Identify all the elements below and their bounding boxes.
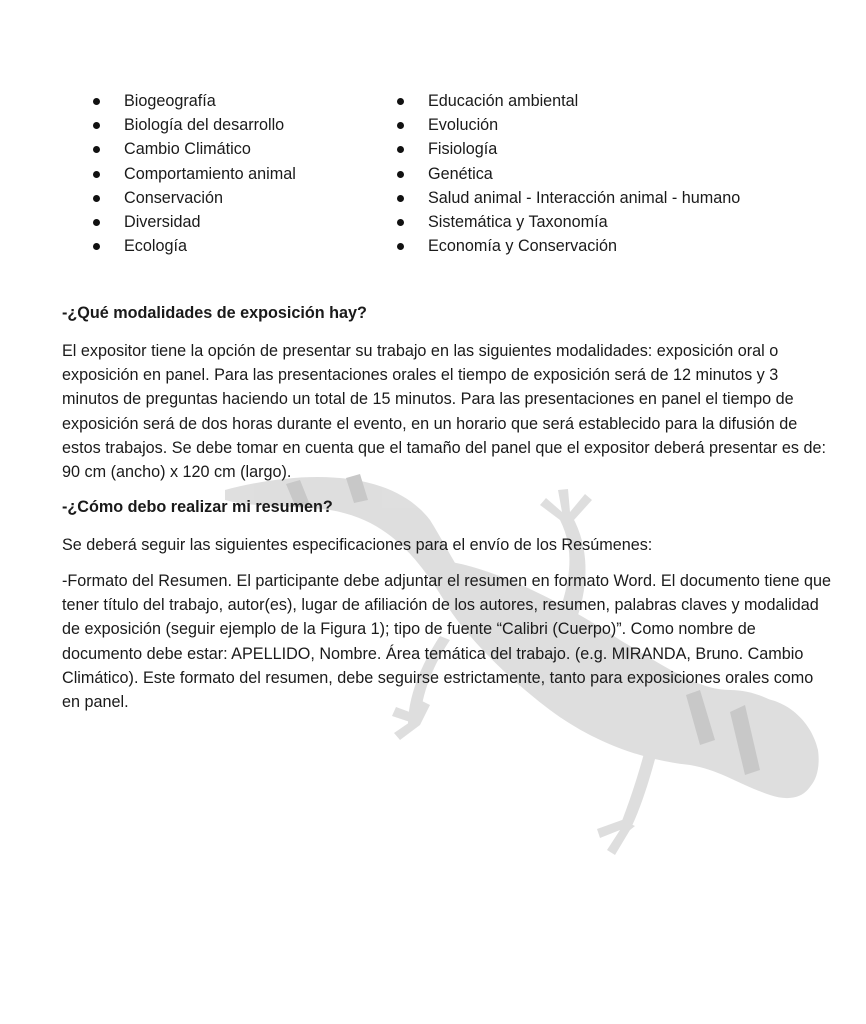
bullet-icon (397, 243, 404, 250)
bullet-icon (397, 122, 404, 129)
list-item: Comportamiento animal (93, 162, 383, 186)
list-item: Economía y Conservación (397, 234, 827, 258)
list-item: Conservación (93, 186, 383, 210)
bullet-icon (397, 146, 404, 153)
bullet-icon (397, 195, 404, 202)
section-heading-modalities: -¿Qué modalidades de exposición hay? (62, 304, 367, 322)
list-item: Fisiología (397, 137, 827, 161)
bullet-icon (397, 219, 404, 226)
paragraph-summary-intro: Se deberá seguir las siguientes especificaciones para el envío de los Resúmenes: (62, 536, 653, 554)
bullet-icon (93, 195, 100, 202)
bullet-icon (93, 146, 100, 153)
list-item: Biología del desarrollo (93, 113, 383, 137)
bullet-icon (93, 243, 100, 250)
list-item: Diversidad (93, 210, 383, 234)
section-heading-summary: -¿Cómo debo realizar mi resumen? (62, 498, 333, 516)
list-item: Educación ambiental (397, 89, 827, 113)
topic-list-right (397, 89, 827, 258)
bullet-icon (397, 171, 404, 178)
list-item: Evolución (397, 113, 827, 137)
list-item: Cambio Climático (93, 137, 383, 161)
list-item: Sistemática y Taxonomía (397, 210, 827, 234)
list-item: Salud animal - Interacción animal - humano (397, 186, 827, 210)
paragraph-modalities: El expositor tiene la opción de presentar su trabajo en las siguientes modalidades: exposición oral o exposición en panel. Para las presentaciones orales el tiempo de exposición será de 12 minutos y 3 minutos de preguntas haciendo un total de 15 minutos. Para las presentaciones en panel el tiempo de exposición será de dos horas durante el evento, en un horario que será establecido para la difusión de estos trabajos. Se debe tomar en cuenta que el tamaño del panel que el expositor deberá presentar es de: 90 cm (ancho) x 120 cm (largo). (62, 342, 827, 482)
paragraph-summary-format: -Formato del Resumen. El participante debe adjuntar el resumen en formato Word. El documento tiene que tener título del trabajo, autor(es), lugar de afiliación de los autores, resumen, palabras claves y modalidad de exposición (seguir ejemplo de la Figura 1); tipo de fuente “Calibri (Cuerpo)”. Como nombre de documento debe estar: APELLIDO, Nombre. Área temática del trabajo. (e.g. MIRANDA, Bruno. Cambio Climático). Este formato del resumen, debe seguirse estrictamente, tanto para exposiciones orales como en panel. (62, 572, 832, 712)
bullet-icon (93, 171, 100, 178)
list-item: Ecología (93, 234, 383, 258)
list-item: Genética (397, 162, 827, 186)
list-item: Biogeografía (93, 89, 383, 113)
bullet-icon (397, 98, 404, 105)
bullet-icon (93, 122, 100, 129)
topic-list-left (93, 89, 383, 258)
bullet-icon (93, 98, 100, 105)
bullet-icon (93, 219, 100, 226)
